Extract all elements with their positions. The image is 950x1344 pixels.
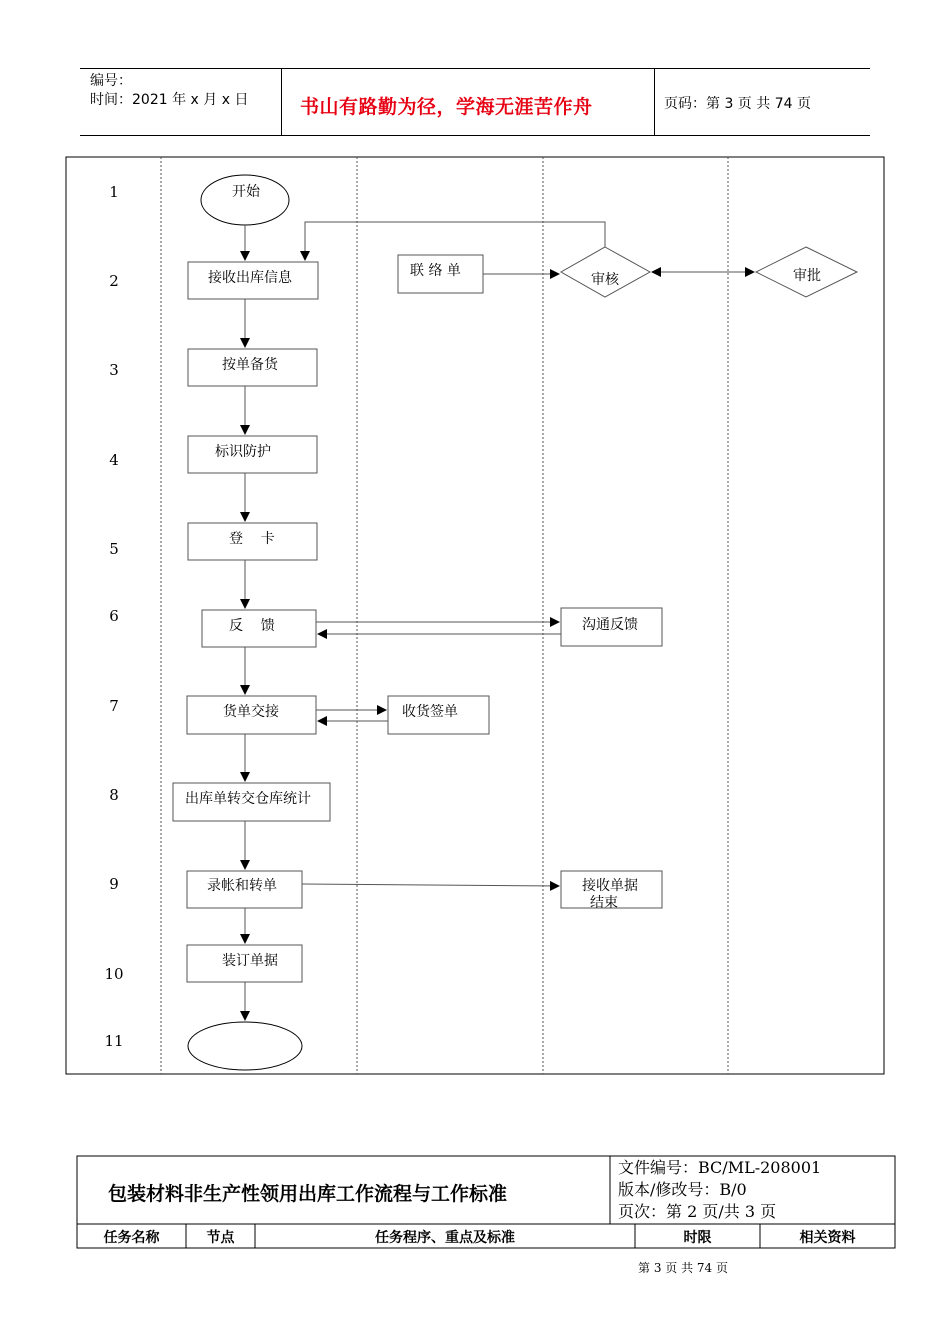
header-time-label: 时间：2021 年 x 月 x 日 <box>90 92 249 108</box>
row-number-11: 11 <box>104 1032 124 1050</box>
node-mark-label: 标识防护 <box>215 444 271 460</box>
node-sign-label: 收货签单 <box>402 704 458 720</box>
header-page-code: 页码：第 3 页 共 74 页 <box>664 96 811 112</box>
node-record-label: 录帐和转单 <box>207 878 277 894</box>
node-receive-docs-label-2: 结束 <box>590 895 618 911</box>
node-review-label: 审核 <box>591 272 619 288</box>
footer-page: 页次：第 2 页/共 3 页 <box>618 1202 777 1221</box>
row-number-3: 3 <box>109 361 119 379</box>
node-communicate-label: 沟通反馈 <box>582 617 638 633</box>
row-number-1: 1 <box>109 183 119 201</box>
header-number-label: 编号： <box>90 73 132 89</box>
footer-col-related-docs: 相关资料 <box>799 1230 856 1246</box>
row-number-9: 9 <box>109 875 119 893</box>
footer-col-task-name: 任务名称 <box>103 1230 160 1246</box>
footer-col-time-limit: 时限 <box>683 1230 712 1246</box>
row-number-4: 4 <box>109 451 119 469</box>
node-register-label: 登 卡 <box>229 531 275 547</box>
footer-col-node: 节点 <box>206 1230 235 1246</box>
node-handover-label: 货单交接 <box>223 704 279 720</box>
node-prepare-label: 按单备货 <box>222 357 278 373</box>
row-number-8: 8 <box>109 786 119 804</box>
row-number-10: 10 <box>104 965 124 983</box>
row-number-6: 6 <box>109 607 119 625</box>
row-number-2: 2 <box>109 272 119 290</box>
node-contact-label: 联 络 单 <box>410 263 461 279</box>
footer-col-procedure: 任务程序、重点及标准 <box>375 1230 515 1246</box>
row-number-7: 7 <box>109 697 119 715</box>
node-receive-label: 接收出库信息 <box>208 270 292 286</box>
node-approve-label: 审批 <box>793 268 821 284</box>
start-node-label: 开始 <box>232 184 260 200</box>
node-receive-docs-label: 接收单据 <box>582 878 638 894</box>
node-feedback-label: 反 馈 <box>229 618 275 634</box>
page-number: 第 3 页 共 74 页 <box>638 1261 728 1275</box>
footer-doc-no: 文件编号：BC/ML-208001 <box>618 1158 822 1177</box>
footer-version: 版本/修改号：B/0 <box>618 1180 747 1199</box>
footer-title: 包装材料非生产性领用出库工作流程与工作标准 <box>108 1183 508 1205</box>
row-number-5: 5 <box>109 540 119 558</box>
node-transfer-label: 出库单转交仓库统计 <box>185 791 311 807</box>
node-bind-label: 装订单据 <box>222 953 278 969</box>
header-motto: 书山有路勤为径，学海无涯苦作舟 <box>300 96 593 118</box>
